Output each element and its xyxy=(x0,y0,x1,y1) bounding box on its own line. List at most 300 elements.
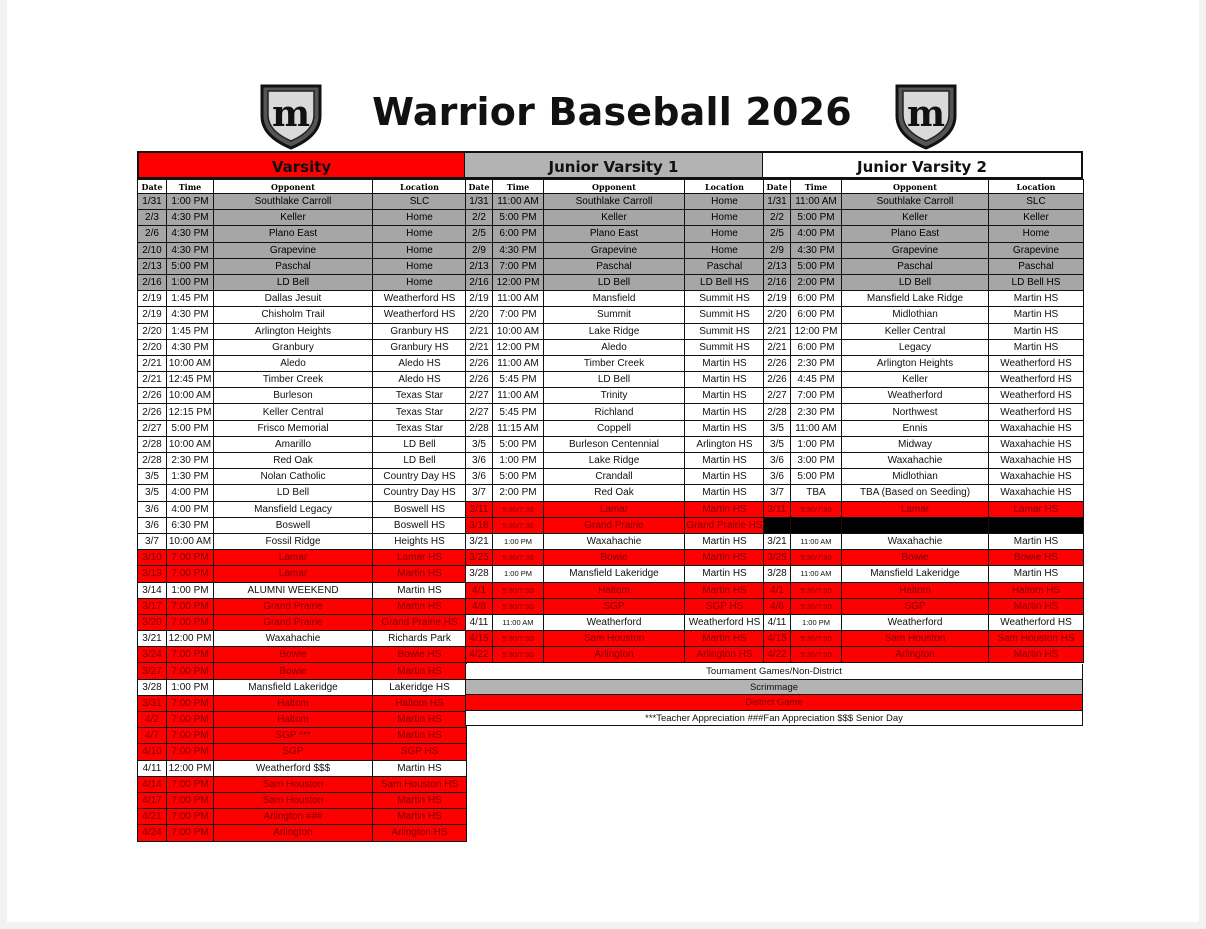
cell-time: 4:30 PM xyxy=(791,242,842,258)
cell-date: 2/10 xyxy=(138,242,167,258)
cell-opponent: Lake Ridge xyxy=(544,453,685,469)
col-opponent-header: Opponent xyxy=(214,180,373,194)
cell-opponent: Richland xyxy=(544,404,685,420)
cell-opponent: Northwest xyxy=(842,404,989,420)
cell-time: 5:00 PM xyxy=(167,420,214,436)
svg-text:m: m xyxy=(906,93,946,135)
cell-opponent: Keller xyxy=(214,210,373,226)
cell-opponent: Sam Houston xyxy=(842,631,989,647)
legend-scrimmage: Scrimmage xyxy=(465,680,1083,696)
cell-time: 7:00 PM xyxy=(167,744,214,760)
schedule-row xyxy=(764,291,1084,307)
cell-date: 4/11 xyxy=(764,614,791,630)
cell-date: 4/2 xyxy=(138,712,167,728)
cell-opponent: Ennis xyxy=(842,420,989,436)
cell-opponent: Bowie xyxy=(544,550,685,566)
cell-opponent: Sam Houston xyxy=(544,631,685,647)
cell-location: Martin HS xyxy=(685,404,765,420)
cell-location: Texas Star xyxy=(373,404,467,420)
schedule-row xyxy=(466,598,765,614)
col-location-header: Location xyxy=(989,180,1084,194)
cell-location: Grand Prairie HS xyxy=(373,614,467,630)
cell-time: 1:00 PM xyxy=(791,614,842,630)
cell-time: 4:30 PM xyxy=(167,307,214,323)
col-location-header: Location xyxy=(685,180,765,194)
col-date-header: Date xyxy=(764,180,791,194)
cell-location: Waxahachie HS xyxy=(989,469,1084,485)
cell-time: 5:30/7:30 xyxy=(791,598,842,614)
cell-date: 3/31 xyxy=(138,695,167,711)
cell-location: Martin HS xyxy=(373,598,467,614)
cell-location: Martin HS xyxy=(373,760,467,776)
cell-opponent: Mansfield Lake Ridge xyxy=(842,291,989,307)
jv1-header: Junior Varsity 1 xyxy=(465,151,764,179)
cell-opponent: ALUMNI WEEKEND xyxy=(214,582,373,598)
cell-location: Weatherford HS xyxy=(685,614,765,630)
cell-time: 5:30/7:30 xyxy=(791,501,842,517)
cell-time: 1:45 PM xyxy=(167,291,214,307)
cell-location: Home xyxy=(373,242,467,258)
schedule-row xyxy=(466,501,765,517)
cell-time: 11:00 AM xyxy=(493,614,544,630)
cell-time: 10:00 AM xyxy=(167,388,214,404)
cell-date: 4/15 xyxy=(466,631,493,647)
schedule-row xyxy=(466,550,765,566)
cell-opponent: Weatherford xyxy=(544,614,685,630)
cell-location: Home xyxy=(685,194,765,210)
cell-time: 7:00 PM xyxy=(167,776,214,792)
col-date-header: Date xyxy=(138,180,167,194)
cell-opponent: LD Bell xyxy=(214,274,373,290)
cell-date: 2/16 xyxy=(764,274,791,290)
cell-time: 5:45 PM xyxy=(493,404,544,420)
cell-location: Martin HS xyxy=(685,550,765,566)
cell-date: 1/31 xyxy=(764,194,791,210)
cell-location: Aledo HS xyxy=(373,372,467,388)
varsity-header: Varsity xyxy=(137,151,466,179)
cell-time: 10:00 AM xyxy=(167,355,214,371)
schedule-row xyxy=(466,210,765,226)
cell-time: 1:00 PM xyxy=(493,453,544,469)
schedule-row xyxy=(138,194,467,210)
cell-opponent: Lake Ridge xyxy=(544,323,685,339)
cell-date: 3/11 xyxy=(764,501,791,517)
cell-location: Martin HS xyxy=(989,566,1084,582)
schedule-row xyxy=(138,582,467,598)
cell-date: 3/6 xyxy=(138,501,167,517)
cell-time: 4:30 PM xyxy=(493,242,544,258)
cell-date: 4/7 xyxy=(138,728,167,744)
cell-opponent: Weatherford xyxy=(842,614,989,630)
cell-location: Summit HS xyxy=(685,291,765,307)
col-location-header: Location xyxy=(373,180,467,194)
cell-opponent: Red Oak xyxy=(214,453,373,469)
schedule-row xyxy=(466,436,765,452)
cell-date: 3/7 xyxy=(138,533,167,549)
cell-date: 2/5 xyxy=(466,226,493,242)
cell-date: 3/6 xyxy=(764,453,791,469)
cell-location: Waxahachie HS xyxy=(989,453,1084,469)
cell-date: 3/20 xyxy=(138,614,167,630)
cell-opponent: Plano East xyxy=(214,226,373,242)
cell-date: 2/26 xyxy=(466,372,493,388)
schedule-row xyxy=(764,420,1084,436)
cell-time: 7:00 PM xyxy=(167,792,214,808)
cell-date: 2/27 xyxy=(466,388,493,404)
cell-location: Martin HS xyxy=(685,355,765,371)
cell-opponent: Haltom xyxy=(214,695,373,711)
schedule-row xyxy=(764,550,1084,566)
cell-time: 11:00 AM xyxy=(791,533,842,549)
cell-date: 2/21 xyxy=(764,323,791,339)
cell-location: Heights HS xyxy=(373,533,467,549)
schedule-row xyxy=(764,533,1084,549)
cell-time: 7:00 PM xyxy=(493,307,544,323)
page-title: Warrior Baseball 2026 xyxy=(372,90,852,134)
cell-time: 5:30/7:30 xyxy=(493,582,544,598)
cell-opponent: Crandall xyxy=(544,469,685,485)
cell-opponent: Weatherford xyxy=(842,388,989,404)
col-opponent-header: Opponent xyxy=(544,180,685,194)
cell-location: Martin HS xyxy=(373,712,467,728)
cell-location: Keller xyxy=(989,210,1084,226)
cell-time: 2:30 PM xyxy=(791,355,842,371)
cell-location: Paschal xyxy=(685,258,765,274)
cell-location: Martin HS xyxy=(685,388,765,404)
schedule-row xyxy=(138,712,467,728)
cell-opponent xyxy=(842,517,989,533)
cell-date: 2/9 xyxy=(764,242,791,258)
cell-location: Martin HS xyxy=(685,420,765,436)
cell-location xyxy=(989,517,1084,533)
cell-location: Weatherford HS xyxy=(989,372,1084,388)
schedule-row xyxy=(466,194,765,210)
cell-time: 1:00 PM xyxy=(167,194,214,210)
cell-location: Martin HS xyxy=(373,566,467,582)
cell-location: Aledo HS xyxy=(373,355,467,371)
cell-opponent: Granbury xyxy=(214,339,373,355)
cell-time: 12:00 PM xyxy=(791,323,842,339)
cell-location: Arlington HS xyxy=(373,825,467,841)
schedule-row xyxy=(466,388,765,404)
cell-time: 12:00 PM xyxy=(167,760,214,776)
cell-time: 5:30/7:30 xyxy=(493,550,544,566)
cell-location: SLC xyxy=(373,194,467,210)
cell-date: 3/13 xyxy=(138,566,167,582)
cell-date: 2/3 xyxy=(138,210,167,226)
cell-time: 4:30 PM xyxy=(167,339,214,355)
cell-date: 3/7 xyxy=(466,485,493,501)
cell-location: Home xyxy=(373,210,467,226)
cell-location: LD Bell xyxy=(373,453,467,469)
schedule-row xyxy=(138,242,467,258)
cell-time: 4:30 PM xyxy=(167,210,214,226)
schedule-row xyxy=(764,631,1084,647)
schedule-row xyxy=(466,631,765,647)
cell-opponent: Haltom xyxy=(214,712,373,728)
svg-text:m: m xyxy=(271,93,311,135)
schedule-row xyxy=(764,194,1084,210)
schedule-row xyxy=(764,469,1084,485)
schedule-row xyxy=(466,226,765,242)
cell-date: 4/22 xyxy=(466,647,493,663)
cell-opponent: Bowie xyxy=(214,663,373,679)
cell-date: 2/21 xyxy=(138,372,167,388)
cell-time: 11:00 AM xyxy=(493,355,544,371)
schedule-row xyxy=(466,372,765,388)
schedule-row xyxy=(138,420,467,436)
cell-date: 2/19 xyxy=(466,291,493,307)
jv1-table xyxy=(465,179,765,663)
cell-opponent: Mansfield Legacy xyxy=(214,501,373,517)
jv2-section xyxy=(763,151,1084,663)
cell-time: 4:00 PM xyxy=(791,226,842,242)
cell-time: 4:45 PM xyxy=(791,372,842,388)
cell-opponent: Bowie xyxy=(842,550,989,566)
cell-time: 5:00 PM xyxy=(493,210,544,226)
cell-opponent: Coppell xyxy=(544,420,685,436)
cell-date: 2/21 xyxy=(466,323,493,339)
cell-date: 3/28 xyxy=(764,566,791,582)
cell-time: 7:00 PM xyxy=(167,647,214,663)
cell-date: 2/19 xyxy=(138,291,167,307)
cell-opponent: Midlothian xyxy=(842,469,989,485)
cell-time: 5:30/7:30 xyxy=(493,501,544,517)
schedule-row xyxy=(138,323,467,339)
cell-location: Martin HS xyxy=(685,533,765,549)
legend xyxy=(465,664,1083,726)
cell-time: 5:00 PM xyxy=(493,436,544,452)
cell-location: Martin HS xyxy=(685,582,765,598)
cell-location: Sam Houston HS xyxy=(989,631,1084,647)
cell-date: 2/9 xyxy=(466,242,493,258)
cell-time: 4:30 PM xyxy=(167,226,214,242)
schedule-row xyxy=(138,517,467,533)
cell-location: Lamar HS xyxy=(373,550,467,566)
schedule-row xyxy=(138,307,467,323)
cell-location: Martin HS xyxy=(989,339,1084,355)
col-time-header: Time xyxy=(791,180,842,194)
cell-time: 6:00 PM xyxy=(791,291,842,307)
schedule-row xyxy=(466,274,765,290)
cell-time: 2:00 PM xyxy=(791,274,842,290)
schedule-row xyxy=(466,355,765,371)
cell-time: 7:00 PM xyxy=(167,566,214,582)
cell-location: Sam Houston HS xyxy=(373,776,467,792)
schedule-row xyxy=(138,453,467,469)
cell-location: Texas Star xyxy=(373,420,467,436)
cell-location: Martin HS xyxy=(373,582,467,598)
schedule-row xyxy=(764,614,1084,630)
schedule-row xyxy=(466,339,765,355)
cell-time: 7:00 PM xyxy=(167,809,214,825)
cell-time: 1:45 PM xyxy=(167,323,214,339)
cell-date: 3/5 xyxy=(466,436,493,452)
cell-date: 1/31 xyxy=(138,194,167,210)
schedule-row xyxy=(138,825,467,841)
cell-time: 12:00 PM xyxy=(493,339,544,355)
cell-location: Lamar HS xyxy=(989,501,1084,517)
cell-time: 11:00 AM xyxy=(791,194,842,210)
schedule-row xyxy=(138,388,467,404)
cell-date: 4/15 xyxy=(764,631,791,647)
cell-location: Home xyxy=(989,226,1084,242)
cell-time: 5:30/7:30 xyxy=(493,631,544,647)
cell-location: Haltom HS xyxy=(989,582,1084,598)
cell-time xyxy=(791,517,842,533)
schedule-row xyxy=(138,728,467,744)
cell-time: 5:00 PM xyxy=(791,210,842,226)
cell-location: Martin HS xyxy=(685,501,765,517)
schedule-row xyxy=(764,404,1084,420)
cell-time: 1:00 PM xyxy=(167,582,214,598)
cell-location: Arlington HS xyxy=(685,436,765,452)
cell-opponent: Aledo xyxy=(544,339,685,355)
cell-location: Martin HS xyxy=(685,453,765,469)
cell-location: Boswell HS xyxy=(373,517,467,533)
cell-date: 4/22 xyxy=(764,647,791,663)
cell-location: Martin HS xyxy=(989,323,1084,339)
cell-location: Grand Prairie HS xyxy=(685,517,765,533)
cell-location: Martin HS xyxy=(685,631,765,647)
cell-date: 3/25 xyxy=(466,550,493,566)
cell-location: SLC xyxy=(989,194,1084,210)
cell-time: 7:00 PM xyxy=(167,663,214,679)
cell-location: Bowie HS xyxy=(373,647,467,663)
jv1-section xyxy=(465,151,765,663)
cell-time: 3:00 PM xyxy=(791,453,842,469)
cell-date: 2/5 xyxy=(764,226,791,242)
cell-opponent: Sam Houston xyxy=(214,792,373,808)
cell-time: 7:00 PM xyxy=(493,258,544,274)
cell-opponent: Haltom xyxy=(842,582,989,598)
cell-opponent: Burleson Centennial xyxy=(544,436,685,452)
cell-time: 5:00 PM xyxy=(791,469,842,485)
cell-time: 1:30 PM xyxy=(167,469,214,485)
jv2-rows xyxy=(764,194,1084,663)
cell-time: 1:00 PM xyxy=(493,566,544,582)
cell-location: Waxahachie HS xyxy=(989,485,1084,501)
cell-time: 11:15 AM xyxy=(493,420,544,436)
schedule-row xyxy=(764,582,1084,598)
cell-date: 3/7 xyxy=(764,485,791,501)
schedule-row xyxy=(764,566,1084,582)
schedule-row xyxy=(466,242,765,258)
cell-opponent: Paschal xyxy=(214,258,373,274)
schedule-row xyxy=(466,614,765,630)
cell-location: Paschal xyxy=(989,258,1084,274)
schedule-row xyxy=(138,485,467,501)
cell-time: 5:00 PM xyxy=(167,258,214,274)
cell-opponent: Lamar xyxy=(214,566,373,582)
cell-date: 4/17 xyxy=(138,792,167,808)
col-date-header: Date xyxy=(466,180,493,194)
cell-date: 3/10 xyxy=(138,550,167,566)
cell-time: 12:15 PM xyxy=(167,404,214,420)
cell-location: Martin HS xyxy=(373,809,467,825)
col-opponent-header: Opponent xyxy=(842,180,989,194)
cell-opponent: Waxahachie xyxy=(842,533,989,549)
cell-opponent: SGP xyxy=(214,744,373,760)
cell-location: Martin HS xyxy=(685,372,765,388)
cell-time: 7:00 PM xyxy=(167,728,214,744)
cell-date: 3/5 xyxy=(764,436,791,452)
cell-opponent: Grand Prairie xyxy=(544,517,685,533)
cell-opponent: SGP xyxy=(544,598,685,614)
cell-location: Waxahachie HS xyxy=(989,420,1084,436)
cell-opponent: Keller Central xyxy=(214,404,373,420)
cell-location: Country Day HS xyxy=(373,485,467,501)
schedule-row xyxy=(466,566,765,582)
cell-opponent: Arlington xyxy=(842,647,989,663)
cell-time: 7:00 PM xyxy=(167,712,214,728)
schedule-row xyxy=(764,436,1084,452)
cell-opponent: LD Bell xyxy=(544,274,685,290)
cell-opponent: Paschal xyxy=(842,258,989,274)
schedule-row xyxy=(138,258,467,274)
jv1-column-headers xyxy=(466,180,765,194)
cell-time: 10:00 AM xyxy=(167,533,214,549)
cell-opponent: Dallas Jesuit xyxy=(214,291,373,307)
cell-opponent: LD Bell xyxy=(214,485,373,501)
schedule-row xyxy=(764,517,1084,533)
schedule-row xyxy=(466,647,765,663)
cell-location: Weatherford HS xyxy=(373,291,467,307)
schedule-row xyxy=(466,420,765,436)
cell-date: 2/28 xyxy=(764,404,791,420)
cell-date: 3/5 xyxy=(138,469,167,485)
cell-location: Martin HS xyxy=(685,566,765,582)
cell-date: 2/19 xyxy=(138,307,167,323)
cell-opponent: Arlington Heights xyxy=(842,355,989,371)
schedule-row xyxy=(764,598,1084,614)
schedule-row xyxy=(764,647,1084,663)
cell-location: Martin HS xyxy=(989,647,1084,663)
cell-opponent: Keller xyxy=(544,210,685,226)
cell-opponent: Lamar xyxy=(544,501,685,517)
cell-time: 6:00 PM xyxy=(791,339,842,355)
cell-opponent: Midway xyxy=(842,436,989,452)
schedule-row xyxy=(138,404,467,420)
schedule-row xyxy=(138,274,467,290)
schedule-row xyxy=(138,355,467,371)
cell-location: SGP HS xyxy=(373,744,467,760)
martin-shield-logo-right xyxy=(893,82,959,150)
varsity-table xyxy=(137,179,467,842)
cell-date: 3/28 xyxy=(138,679,167,695)
cell-date: 2/16 xyxy=(138,274,167,290)
cell-time: TBA xyxy=(791,485,842,501)
cell-opponent: Lamar xyxy=(214,550,373,566)
cell-location: Martin HS xyxy=(989,307,1084,323)
cell-location: Weatherford HS xyxy=(989,404,1084,420)
schedule-row xyxy=(764,226,1084,242)
cell-date: 4/8 xyxy=(764,598,791,614)
cell-opponent: Arlington ### xyxy=(214,809,373,825)
cell-opponent: Chisholm Trail xyxy=(214,307,373,323)
cell-opponent: Nolan Catholic xyxy=(214,469,373,485)
cell-date: 3/5 xyxy=(138,485,167,501)
cell-date: 2/2 xyxy=(466,210,493,226)
cell-opponent: Sam Houston xyxy=(214,776,373,792)
cell-time: 12:00 PM xyxy=(493,274,544,290)
cell-date: 4/24 xyxy=(138,825,167,841)
cell-location: Weatherford HS xyxy=(989,388,1084,404)
cell-date: 4/14 xyxy=(138,776,167,792)
legend-notes: ***Teacher Appreciation ###Fan Appreciation $$$ Senior Day xyxy=(465,711,1083,727)
schedule-row xyxy=(138,469,467,485)
cell-location: Country Day HS xyxy=(373,469,467,485)
